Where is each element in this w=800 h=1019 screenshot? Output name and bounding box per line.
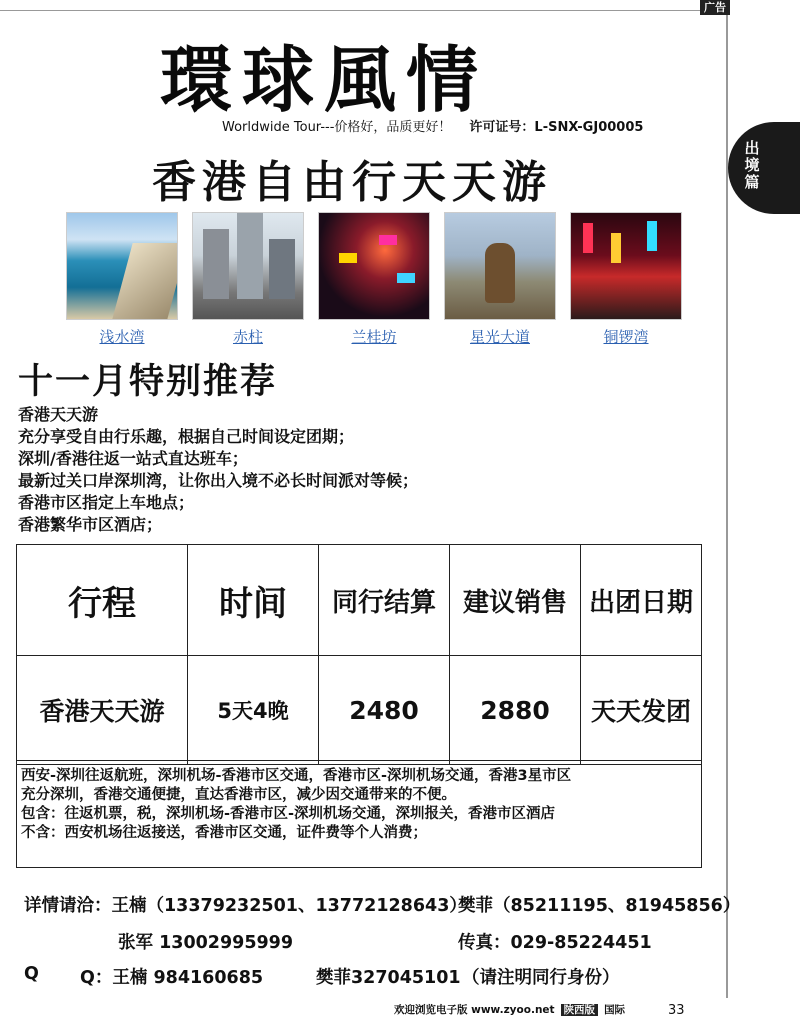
section-side-tab bbox=[728, 122, 800, 214]
feature-item: 最新过关口岸深圳湾，让你出入境不必长时间派对等候； bbox=[18, 471, 419, 490]
note-line: 包含：往返机票，税，深圳机场-香港市区-深圳机场交通，深圳报关，香港市区酒店 bbox=[21, 806, 556, 822]
route-cell: 香港天天游 bbox=[17, 656, 188, 765]
contact-primary: 详情请洽：王楠（13379232501、13772128643） bbox=[24, 896, 467, 916]
photo-caption-link[interactable]: 铜锣湾 bbox=[603, 328, 649, 346]
photo-avenue-of-stars bbox=[444, 212, 556, 320]
brand-subline bbox=[222, 116, 643, 135]
contact-secondary: 樊菲（85211195、81945856） bbox=[458, 896, 741, 916]
license-number: 许可证号：L-SNX-GJ00005 bbox=[469, 120, 644, 135]
trade-price-cell: 2480 bbox=[319, 656, 450, 765]
photo-item bbox=[192, 212, 304, 347]
table-row bbox=[17, 656, 702, 765]
brand-title: 環球風情 bbox=[160, 37, 489, 122]
table-header-row bbox=[17, 545, 702, 656]
contact-zhang: 张军 13002995999 bbox=[118, 933, 294, 953]
header-cell: 同行结算 bbox=[319, 545, 450, 656]
edition-tag: 陕西版 bbox=[561, 1004, 599, 1016]
section-label: 国际 bbox=[604, 1004, 626, 1016]
note-line: 西安-深圳往返航班，深圳机场-香港市区交通，香港市区-深圳机场交通，香港3星市区 bbox=[21, 768, 572, 784]
qq-mark: Q bbox=[24, 964, 39, 984]
footer bbox=[394, 1002, 625, 1017]
photo-item bbox=[570, 212, 682, 347]
qq-primary: Q：王楠 984160685 bbox=[80, 968, 264, 988]
photo-lan-kwai-fong bbox=[318, 212, 430, 320]
header-cell: 时间 bbox=[188, 545, 319, 656]
photo-stanley bbox=[192, 212, 304, 320]
pricing-table bbox=[16, 544, 702, 765]
photo-caption-link[interactable]: 星光大道 bbox=[469, 328, 530, 346]
retail-price-cell: 2880 bbox=[450, 656, 581, 765]
photo-caption-link[interactable]: 浅水湾 bbox=[99, 328, 145, 346]
section-title: 十一月特别推荐 bbox=[18, 362, 278, 402]
note-line: 充分深圳，香港交通便捷，直达香港市区，减少因交通带来的不便。 bbox=[21, 787, 456, 803]
contact-fax: 传真：029-85224451 bbox=[458, 933, 652, 953]
header-cell: 行程 bbox=[17, 545, 188, 656]
feature-list bbox=[18, 404, 418, 536]
photo-repulse-bay bbox=[66, 212, 178, 320]
photo-caption-link[interactable]: 赤柱 bbox=[232, 328, 263, 346]
notes-box bbox=[16, 760, 702, 868]
photo-item bbox=[444, 212, 556, 347]
duration-cell: 5天4晚 bbox=[188, 656, 319, 765]
photo-caption-link[interactable]: 兰桂坊 bbox=[351, 328, 397, 346]
feature-item: 充分享受自由行乐趣，根据自己时间设定团期； bbox=[18, 427, 355, 446]
departure-cell: 天天发团 bbox=[581, 656, 702, 765]
qq-secondary: 樊菲327045101 bbox=[316, 968, 461, 988]
ad-label: 广告 bbox=[700, 0, 730, 15]
qq-note: （请注明同行身份） bbox=[462, 968, 620, 988]
brand-tagline: Worldwide Tour---价格好，品质更好！ bbox=[222, 120, 452, 135]
feature-item: 香港繁华市区酒店； bbox=[18, 515, 163, 534]
photo-strip bbox=[66, 212, 682, 352]
photo-item bbox=[318, 212, 430, 347]
side-tab-label: 出境篇 bbox=[744, 139, 760, 191]
note-line: 不含：西安机场往返接送，香港市区交通，证件费等个人消费； bbox=[21, 825, 427, 841]
page-number: 33 bbox=[668, 1003, 685, 1018]
feature-item: 香港天天游 bbox=[18, 405, 99, 424]
photo-causeway-bay bbox=[570, 212, 682, 320]
headline: 香港自由行天天游 bbox=[152, 157, 552, 208]
header-cell: 出团日期 bbox=[581, 545, 702, 656]
photo-item bbox=[66, 212, 178, 347]
feature-item: 香港市区指定上车地点； bbox=[18, 493, 195, 512]
feature-item: 深圳/香港往返一站式直达班车； bbox=[18, 449, 248, 468]
header-cell: 建议销售 bbox=[450, 545, 581, 656]
footer-site[interactable]: 欢迎浏览电子版 www.zyoo.net bbox=[394, 1004, 555, 1016]
